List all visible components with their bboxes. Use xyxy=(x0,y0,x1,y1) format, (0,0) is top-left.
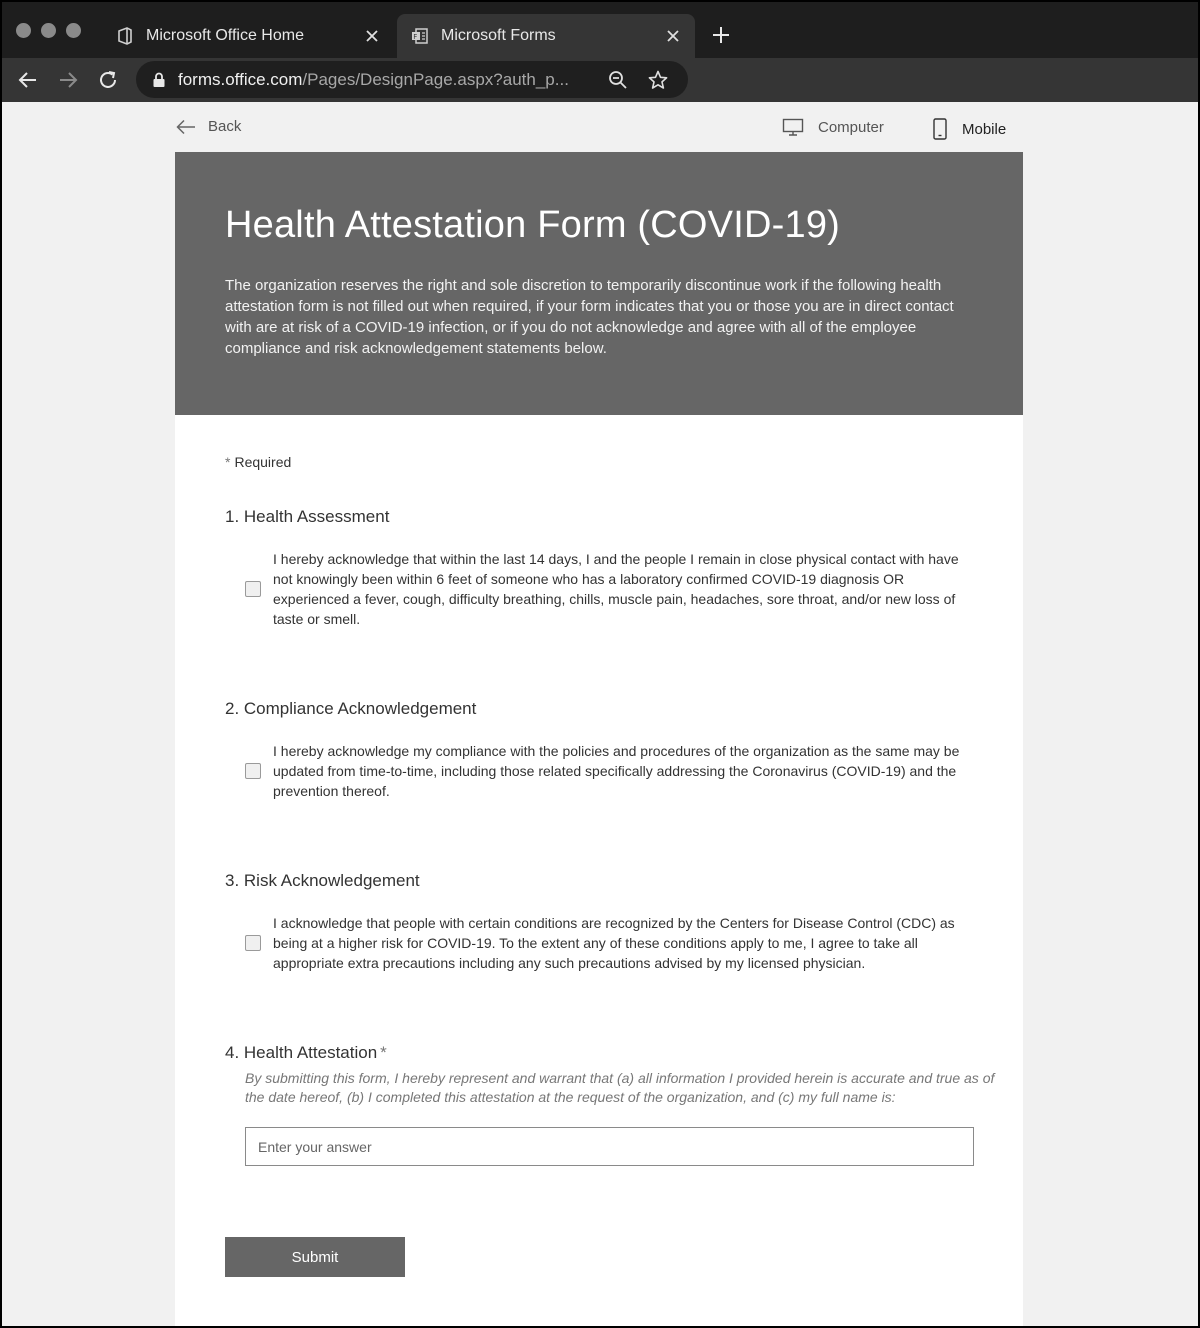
question-title xyxy=(225,1043,995,1063)
browser-chrome xyxy=(2,2,1198,102)
close-tab-icon[interactable] xyxy=(364,28,380,44)
question-risk-acknowledgement xyxy=(225,871,965,973)
option-text: I acknowledge that people with certain conditions are recognized by the Centers for Disease Control (CDC) as being at a higher risk for COVID-19. To the extent any of these conditions apply to me, I agree to take all appropriate extra precautions including any such precautions advised by my licensed physician. xyxy=(273,915,955,971)
url-path: /Pages/DesignPage.aspx?auth_p... xyxy=(302,69,569,89)
browser-toolbar xyxy=(2,58,1198,102)
required-asterisk: * xyxy=(380,1043,387,1062)
mobile-view-button[interactable] xyxy=(932,118,1006,140)
minimize-window-button[interactable] xyxy=(41,23,56,38)
mobile-label: Mobile xyxy=(962,120,1007,138)
question-title: 1. Health Assessment xyxy=(225,507,390,526)
reload-icon[interactable] xyxy=(96,68,120,92)
question-health-attestation xyxy=(225,1043,995,1166)
checkbox-option[interactable] xyxy=(225,549,965,629)
tab-microsoft-forms[interactable] xyxy=(397,14,695,58)
question-subtitle: By submitting this form, I hereby represent and warrant that (a) all information I provided herein is accurate and true as of the date hereof, (b) I completed this attestation at the request of the organization, and (c) my full name is: xyxy=(245,1070,995,1105)
question-health-assessment xyxy=(225,507,965,629)
option-text: I hereby acknowledge that within the last 14 days, I and the people I remain in close physical contact with have not knowingly been within 6 feet of someone who has a laboratory confirmed COVID-19 diagnosis OR experienced a fever, cough, difficulty breathing, chills, muscle pain, headaches, sore throat, and/or new loss of taste or smell. xyxy=(273,551,959,627)
computer-view-button[interactable] xyxy=(782,118,884,136)
new-tab-icon[interactable] xyxy=(710,24,732,46)
required-asterisk: * xyxy=(225,454,231,470)
window-controls xyxy=(16,23,81,38)
checkbox[interactable] xyxy=(245,581,261,597)
required-label: Required xyxy=(234,454,292,470)
computer-label: Computer xyxy=(818,118,884,136)
zoom-out-icon[interactable] xyxy=(608,70,628,90)
checkbox[interactable] xyxy=(245,763,261,779)
maximize-window-button[interactable] xyxy=(66,23,81,38)
full-name-input[interactable] xyxy=(245,1127,974,1166)
url-host: forms.office.com xyxy=(178,69,303,89)
forms-icon xyxy=(411,27,429,45)
back-label: Back xyxy=(208,118,242,135)
tab-label: Microsoft Forms xyxy=(441,27,556,44)
bookmark-star-icon[interactable] xyxy=(648,70,668,90)
submit-button[interactable]: Submit xyxy=(225,1237,405,1277)
monitor-icon xyxy=(782,118,804,136)
question-compliance-acknowledgement xyxy=(225,699,965,801)
form-header xyxy=(175,152,1023,415)
question-title: 2. Compliance Acknowledgement xyxy=(225,699,477,718)
checkbox[interactable] xyxy=(245,935,261,951)
close-window-button[interactable] xyxy=(16,23,31,38)
tab-label: Microsoft Office Home xyxy=(146,27,304,44)
back-button[interactable] xyxy=(176,118,241,135)
form-description: The organization reserves the right and sole discretion to temporarily discontinue work if the following health attestation form is not filled out when required, if your form indicates that you or those you are in direct contact with are at risk of a COVID-19 infection, or if you do not acknowledge and agree with all of the employee compliance and risk acknowledgement statements below. xyxy=(225,277,954,357)
question-title-text: 4. Health Attestation xyxy=(225,1043,378,1062)
required-note xyxy=(225,454,291,470)
form-card xyxy=(175,152,1023,1326)
browser-window xyxy=(2,2,1198,1326)
checkbox-option[interactable] xyxy=(225,741,965,801)
forward-arrow-icon[interactable] xyxy=(56,68,80,92)
close-tab-icon[interactable] xyxy=(665,28,681,44)
address-bar[interactable] xyxy=(136,61,688,98)
office-icon xyxy=(116,27,134,45)
url-text xyxy=(178,70,608,90)
mobile-phone-icon xyxy=(932,118,948,140)
checkbox-option[interactable] xyxy=(225,913,965,973)
preview-header xyxy=(2,102,1198,154)
tab-office-home[interactable] xyxy=(102,14,394,58)
question-title: 3. Risk Acknowledgement xyxy=(225,871,420,890)
option-text: I hereby acknowledge my compliance with the policies and procedures of the organization as the same may be updated from time-to-time, including those related specifically addressing the Coronavirus (COVID-19) and the prevention thereof. xyxy=(273,743,960,799)
back-arrow-icon[interactable] xyxy=(16,68,40,92)
lock-icon xyxy=(152,72,166,88)
back-arrow-icon xyxy=(176,119,196,135)
svg-text:F: F xyxy=(413,32,418,41)
form-title: Health Attestation Form (COVID-19) xyxy=(225,204,841,246)
